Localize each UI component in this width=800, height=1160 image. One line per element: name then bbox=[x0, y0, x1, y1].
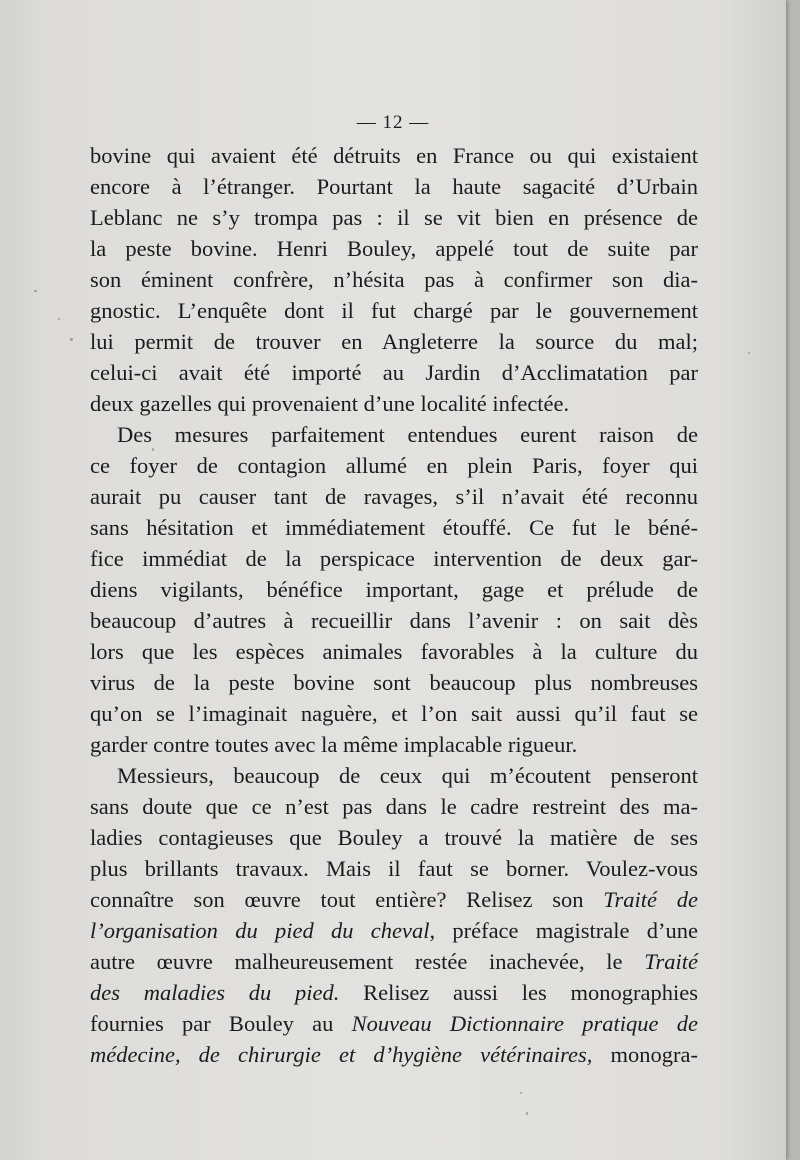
italic-title-run: Traité bbox=[644, 949, 699, 974]
text-line: Des mesures parfaitement entendues eurent raison de bbox=[117, 422, 698, 447]
text-line: son éminent confrère, n’hésita pas à confirmer son dia- bbox=[90, 267, 698, 292]
text-line: beaucoup d’autres à recueillir dans l’avenir : on sait dès bbox=[90, 608, 698, 633]
text-line: diens vigilants, bénéfice important, gage et prélude de bbox=[90, 577, 698, 602]
text-run: Relisez aussi les monographies bbox=[339, 980, 698, 1005]
italic-title-run: l’organisation du pied du cheval bbox=[90, 918, 430, 943]
text-line: bovine qui avaient été détruits en France ou qui existaient bbox=[90, 143, 698, 168]
scan-speck bbox=[748, 352, 750, 354]
text-line: encore à l’étranger. Pourtant la haute sagacité d’Urbain bbox=[90, 174, 698, 199]
scan-speck bbox=[70, 338, 73, 341]
page-number: — 12 — bbox=[356, 112, 430, 133]
text-line: lui permit de trouver en Angleterre la source du mal; bbox=[90, 329, 698, 354]
italic-title-run: Traité de bbox=[603, 887, 698, 912]
text-line: deux gazelles qui provenaient d’une localité infectée. bbox=[90, 391, 570, 416]
body-text bbox=[90, 140, 698, 1070]
text-line bbox=[90, 1008, 698, 1039]
text-line: aurait pu causer tant de ravages, s’il n’avait été reconnu bbox=[90, 484, 698, 509]
text-line: ladies contagieuses que Bouley a trouvé la matière de ses bbox=[90, 825, 698, 850]
text-line bbox=[90, 1039, 698, 1070]
italic-title-run: des maladies du pied. bbox=[90, 980, 340, 1005]
text-run: connaître son œuvre tout entière? Relisez son bbox=[90, 887, 584, 912]
text-run: monogra- bbox=[592, 1042, 698, 1067]
text-run: fournies par Bouley au bbox=[90, 1011, 334, 1036]
italic-title-run: Nouveau Dictionnaire pratique de bbox=[351, 1011, 698, 1036]
scan-speck bbox=[58, 318, 60, 320]
text-line: qu’on se l’imaginait naguère, et l’on sait aussi qu’il faut se bbox=[90, 701, 698, 726]
text-line: lors que les espèces animales favorables à la culture du bbox=[90, 639, 698, 664]
scan-speck bbox=[526, 1112, 528, 1115]
scan-speck bbox=[520, 1092, 522, 1094]
scan-speck bbox=[152, 448, 154, 451]
text-run: , préface magistrale d’une bbox=[429, 918, 699, 943]
text-line bbox=[90, 946, 698, 977]
text-run: autre œuvre malheureusement restée inachevée, le bbox=[90, 949, 623, 974]
text-line: Leblanc ne s’y trompa pas : il se vit bien en présence de bbox=[90, 205, 698, 230]
italic-title-run: médecine, de chirurgie et d’hygiène vétérinaires, bbox=[90, 1042, 593, 1067]
text-line bbox=[90, 915, 698, 946]
text-line: ce foyer de contagion allumé en plein Paris, foyer qui bbox=[90, 453, 698, 478]
text-line: sans doute que ce n’est pas dans le cadre restreint des ma- bbox=[90, 794, 698, 819]
text-line: garder contre toutes avec la même implacable rigueur. bbox=[90, 732, 578, 757]
text-line: Messieurs, beaucoup de ceux qui m’écoutent penseront bbox=[117, 763, 698, 788]
scan-speck bbox=[34, 290, 37, 292]
text-line: plus brillants travaux. Mais il faut se borner. Voulez-vous bbox=[90, 856, 698, 881]
text-line: fice immédiat de la perspicace intervention de deux gar- bbox=[90, 546, 698, 571]
text-line: virus de la peste bovine sont beaucoup plus nombreuses bbox=[90, 670, 698, 695]
text-line: celui-ci avait été importé au Jardin d’Acclimatation par bbox=[90, 360, 698, 385]
text-line: sans hésitation et immédiatement étouffé. Ce fut le béné- bbox=[90, 515, 698, 540]
text-line: gnostic. L’enquête dont il fut chargé par le gouvernement bbox=[90, 298, 698, 323]
text-line: la peste bovine. Henri Bouley, appelé tout de suite par bbox=[90, 236, 698, 261]
text-line bbox=[90, 884, 698, 915]
text-line bbox=[90, 977, 698, 1008]
